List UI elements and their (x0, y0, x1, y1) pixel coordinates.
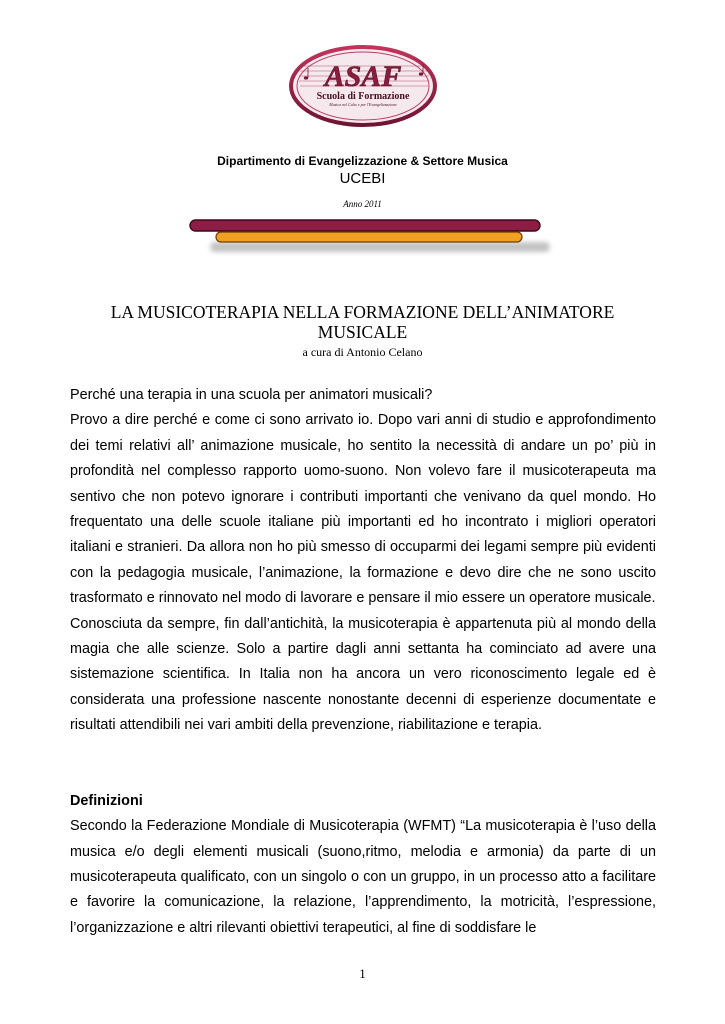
document-title: LA MUSICOTERAPIA NELLA FORMAZIONE DELL’ANIMATORE MUSICALE (110, 302, 615, 342)
intro-question: Perché una terapia in una scuola per animatori musicali? (70, 387, 433, 403)
document-body (70, 383, 656, 941)
section-heading: Definizioni (70, 792, 143, 809)
page-number: 1 (359, 966, 366, 981)
asaf-logo (288, 44, 438, 128)
year-line: Anno 2011 (343, 199, 382, 209)
logo-tagline: Musica nel Culto e per l'Evangelizzazione (329, 102, 397, 107)
author-line: a cura di Antonio Celano (302, 345, 423, 359)
department-line: Dipartimento di Evangelizzazione & Settore Musica (217, 154, 508, 168)
paragraph: Secondo la Federazione Mondiale di Musicoterapia (WFMT) “La musicoterapia è l’uso della musica e/o degli elementi musicali (suono,ritmo, melodia e armonia) da parte di un musicoterapeuta qualificato, con un singolo o con un gruppo, in un processo atto a facilitare e favorire la comunicazione, la relazione, l’apprendimento, la motricità, l’espressione, l’organizzazione e altri rilevanti obiettivi terapeutici, al fine di soddisfare le (70, 818, 656, 936)
organization-name: UCEBI (339, 170, 386, 187)
decorative-bars (188, 216, 560, 260)
paragraph: Conosciuta da sempre, fin dall’antichità, la musicoterapia è appartenuta più al mondo della magia che alle scienze. Solo a partire dagli anni settanta ha cominciato ad avere una sistemazione scientifica. In Italia non ha ancora un vero riconoscimento legale ed è considerata una professione nascente nonostante decenni di esperienze documentate e risultati attendibili nei vari ambiti della prevenzione, riabilitazione e terapia. (70, 615, 656, 734)
logo-acronym: ASAF (324, 60, 402, 93)
logo-subtitle: Scuola di Formazione (316, 91, 410, 102)
paragraph: Provo a dire perché e come ci sono arrivato io. Dopo vari anni di studio e approfondimento dei temi relativi all’ animazione musicale, ho sentito la necessità di andare un po’ più in profondità nel complesso rapporto uomo-suono. Non volevo fare il musicoterapeuta ma sentivo che non potevo ignorare i contributi importanti che venivano da quel mondo. Ho frequentato una delle scuole italiane più importanti ed ho incontrato i migliori operatori italiani e stranieri. Da allora non ho più smesso di occuparmi dei legami sempre più evidenti con la pedagogia musicale, l’animazione, la formazione e devo dire che ne sono uscito trasformato e rinnovato nel modo di lavorare e pensare il mio essere un operatore musicale. (70, 412, 656, 607)
